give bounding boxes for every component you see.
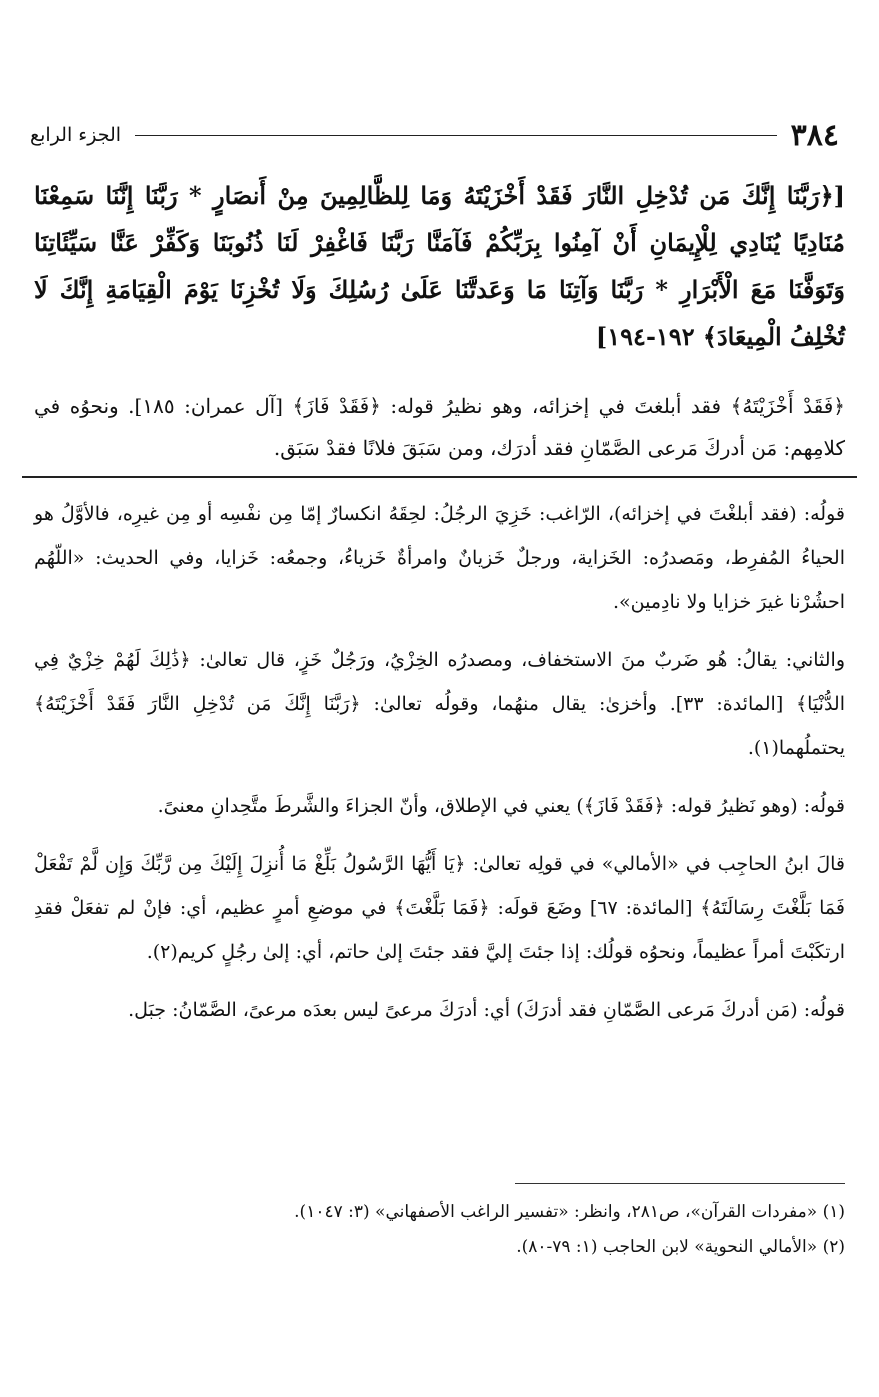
footnote-1: (١) «مفردات القرآن»، ص٢٨١، وانظر: «تفسير الراغب الأصفهاني» (٣: ١٠٤٧). [294, 1202, 845, 1222]
footnote-2: (٢) «الأمالي النحوية» لابن الحاجب (١: ٧٩-٨٠). [516, 1237, 845, 1257]
quran-verse-block: [﴿رَبَّنَا إِنَّكَ مَن تُدْخِلِ النَّارَ فَقَدْ أَخْزَيْتَهُ وَمَا لِلظَّالِمِينَ مِنْ أَنصَارٍ * رَبَّنَا إِنَّنَا سَمِعْنَا مُنَادِيًا يُنَادِي لِلْإِيمَانِ أَنْ آمِنُوا بِرَبِّكُمْ فَآمَنَّا رَبَّنَا فَاغْفِرْ لَنَا ذُنُوبَنَا وَكَفِّرْ عَنَّا سَيِّئَاتِنَا وَتَوَفَّنَا مَعَ الْأَبْرَارِ * رَبَّنَا وَآتِنَا مَا وَعَدتَّنَا عَلَىٰ رُسُلِكَ وَلَا تُخْزِنَا يَوْمَ الْقِيَامَةِ إِنَّكَ لَا تُخْلِفُ الْمِيعَادَ﴾ ١٩٢-١٩٤] [34, 181, 845, 351]
footnotes [34, 1195, 845, 1265]
section-divider [22, 476, 857, 478]
page-header [30, 110, 839, 160]
header-rule [135, 135, 777, 136]
commentary-paragraph: قالَ ابنُ الحاجِب في «الأمالي» في قولِه تعالىٰ: ﴿يَا أَيُّهَا الرَّسُولُ بَلِّغْ مَا أُنزِلَ إِلَيْكَ مِن رَّبِّكَ وَإِن لَّمْ تَفْعَلْ فَمَا بَلَّغْتَ رِسَالَتَهُ﴾ [المائدة: ٦٧] وضَعَ قولَه: ﴿فَمَا بَلَّغْتَ﴾ في موضعِ أمرٍ عظيم، أي: فإنْ لم تفعَلْ فقدِ ارتكَبْتَ أمراً عظيماً، ونحوُه قولُك: إذا جئتَ إليَّ فقد جئتَ إلىٰ حاتم، أي: إلىٰ رجُلٍ كريم(٢). [34, 853, 845, 963]
commentary-section [34, 492, 845, 1046]
commentary-paragraph: قولُه: (فقد أبلغْتَ في إخزائه)، الرّاغب: خَزِيَ الرجُلُ: لحِقَهُ انكسارٌ إمّا مِن نفْسِه أو مِن غيرِه، فالأوَّلُ هو الحياءُ المُفرِط، ومَصدرُه: الخَزاية، ورجلٌ خَزيانٌ وامرأةٌ خَزياءُ، وجمعُه: خَزايا، وفي الحديث: «اللّهُم احشُرْنا غيرَ خزايا ولا نادِمين». [34, 503, 845, 613]
commentary-paragraph: قولُه: (وهو نَظيرُ قوله: ﴿فَقَدْ فَازَ﴾) يعني في الإطلاق، وأنّ الجزاءَ والشَّرطَ متَّحِدانِ معنىً. [157, 795, 845, 817]
commentary-paragraph: والثاني: يقالُ: هُو ضَربٌ منَ الاستخفاف، ومصدرُه الخِزْيُ، ورَجُلٌ خَزٍ، قال تعالىٰ: ﴿ذَٰلِكَ لَهُمْ خِزْيٌ فِي الدُّنْيَا﴾ [المائدة: ٣٣]. وأخزىٰ: يقال منهُما، وقولُه تعالىٰ: ﴿رَبَّنَا إِنَّكَ مَن تُدْخِلِ النَّارَ فَقَدْ أَخْزَيْتَهُ﴾ يحتملُهما(١). [34, 649, 845, 759]
commentary-paragraph: قولُه: (مَن أدركَ مَرعى الصَّمّانِ فقد أدرَكَ) أي: أدرَكَ مرعىً ليس بعدَه مرعىً، الصَّمّانُ: جبَل. [128, 999, 845, 1021]
page-number: ٣٨٤ [790, 117, 839, 153]
running-title: الجزء الرابع [30, 124, 122, 146]
footnote-rule [515, 1183, 845, 1184]
tafsir-main-text: ﴿فَقَدْ أَخْزَيْتَهُ﴾ فقد أبلغتَ في إخزائه، وهو نظيرُ قوله: ﴿فَقَدْ فَازَ﴾ [آل عمران: ١٨٥]. ونحوُه في كلامِهم: مَن أدركَ مَرعى الصَّمّانِ فقد أدرَك، ومن سَبَقَ فلانًا فقدْ سَبَق. [34, 394, 845, 460]
